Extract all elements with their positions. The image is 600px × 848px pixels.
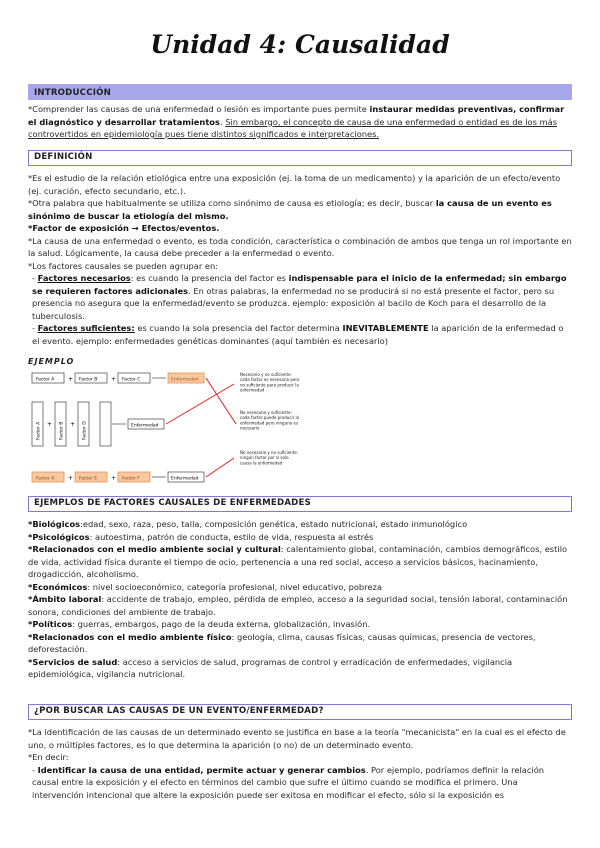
diagram-col-factor-d: Factor D xyxy=(82,421,88,440)
definicion-p3-bold: *Factor de exposición → Efectos/eventos. xyxy=(28,223,220,233)
diagram-row1-factor-c: Factor C xyxy=(122,377,141,383)
diagram-col-extra-box xyxy=(100,402,111,446)
ejemplo-label: EJEMPLO xyxy=(28,357,75,366)
ejemplo-item-label: *Servicios de salud xyxy=(28,656,118,667)
ejemplo-item-label: *Económicos xyxy=(28,581,88,592)
factores-necesarios-label: Factores necesarios xyxy=(37,273,131,283)
factores-necesarios-bold: indispensable para el inicio de la enfermedad; sin embargo se requieren factores adicionales xyxy=(32,273,567,296)
factores-suficientes-a: es cuando la sola presencia del factor determina xyxy=(134,323,343,333)
porque-p1: *La identificación de las causas de un determinado evento se justifica en base a la teoría "mecanicista" en la cual es el efecto de uno, o múltiples factores, es lo que determina la aparición (o no) de un determinado evento. xyxy=(28,727,566,750)
ejemplo-item-text: : nivel socioeconómico, categoría profesional, nivel educativo, pobreza xyxy=(87,581,382,592)
definicion-p2-a: *Otra palabra que habitualmente se utiliza como sinónimo de causa es etiología; es decir, buscar xyxy=(28,198,436,208)
diagram-note-line: necesario xyxy=(240,425,260,431)
ejemplos-list xyxy=(28,518,572,681)
diagram-note-1 xyxy=(240,372,300,393)
factores-necesarios-a: : es cuando la presencia del factor es xyxy=(130,273,289,283)
diagram-plus: + xyxy=(68,475,74,482)
diagram-row3-factor-f: Factor F xyxy=(122,476,140,482)
ejemplo-item-text: : autoestima, patrón de conducta, estilo de vida, respuesta al estrés xyxy=(89,531,374,542)
ejemplo-item xyxy=(28,593,572,618)
diagram-row3-out: Enfermedad xyxy=(171,476,199,482)
intro-text-c: . xyxy=(219,116,226,127)
section-header-ejemplos: EJEMPLOS DE FACTORES CAUSALES DE ENFERMEDADES xyxy=(28,496,572,512)
diagram-note-line: enfermedad xyxy=(240,387,265,393)
section-header-definicion: DEFINICIÓN xyxy=(28,150,572,166)
diagram-col-factor-a: Factor A xyxy=(36,421,42,440)
ejemplo-item-text: : accidente de trabajo, empleo, pérdida de empleo, acceso a la seguridad social, tensión laboral, contaminación sonora, condiciones del ambiente de trabajo. xyxy=(28,594,568,617)
diagram-row1-out: Enfermedad xyxy=(171,377,199,383)
ejemplo-item-label: *Relacionados con el medio ambiente social y cultural xyxy=(28,544,281,554)
ejemplo-item-text: : acceso a servicios de salud, programas de control y erradicación de enfermedades, vigilancia epidemiológica, vigilancia nutricional. xyxy=(28,656,513,679)
diagram-plus: + xyxy=(111,376,117,383)
porque-bullet-bold: Identificar la causa de una entidad, permite actuar y generar cambios xyxy=(37,764,366,775)
definicion-p4: *La causa de una enfermedad o evento, es toda condición, característica o combinación de ambos que tenga un rol importante en la salud. Lógicamente, la causa debe preceder a la enfermedad o evento. xyxy=(28,235,572,258)
diagram-red-line xyxy=(166,384,234,424)
intro-text-a: *Comprender las causas de una enfermedad o lesión es importante pues permite xyxy=(28,104,370,114)
diagram-plus: + xyxy=(68,376,74,383)
ejemplo-item-label: *Relacionados con el medio ambiente físico xyxy=(28,631,232,642)
definicion-p3 xyxy=(28,222,572,235)
definicion-p1: *Es el estudio de la relación etiológica entre una exposición (ej. la toma de un medicamento) y la aparición de un efecto/evento (ej. curación, efecto secundario, etc.). xyxy=(28,173,561,196)
definicion-p2 xyxy=(28,197,572,222)
diagram-note-line: cada factor es necesario pero xyxy=(240,377,300,383)
page-title: Unidad 4: Causalidad xyxy=(150,30,450,59)
diagram-note-3 xyxy=(240,450,299,465)
section-header-introduccion: INTRODUCCIÓN xyxy=(28,84,572,100)
intro-text-bold: instaurar medidas preventivas, confirmar el diagnóstico y desarrollar tratamientos xyxy=(28,104,565,127)
diagram-row1-factor-a: Factor A xyxy=(36,377,55,383)
ejemplo-item-text: : guerras, embargos, pago de la deuda externa, globalización, invasión. xyxy=(72,619,371,629)
factores-necesarios-c: . En otras palabras, la enfermedad no se producirá si no está presente el factor, pero su presencia no asegura que la enfermedad/evento se produzca. ejemplo: exposición al bacilo de Koch para el desarrollo de la tuberculosis. xyxy=(32,285,555,321)
definicion-p5: *Los factores causales se pueden agrupar en: xyxy=(28,260,219,271)
diagram-row3-factor-a: Factor A xyxy=(36,476,55,482)
diagram-row1-factor-b: Factor B xyxy=(79,377,98,383)
factores-suficientes-bold: INEVITABLEMENTE xyxy=(342,323,429,333)
ejemplo-item xyxy=(28,518,572,531)
intro-text-underlined: Sin embargo, el concepto de causa de una enfermedad o entidad es de los más controvertidos en epidemiología pues tiene distintos significados e interpretaciones. xyxy=(28,116,558,139)
diagram-plus: + xyxy=(70,421,76,428)
diagram-note-1-line: Necesario y no suficiente: xyxy=(240,372,292,377)
porque-bullet-text: . Por ejemplo, podríamos definir la relación causal entre la exposición y el efecto en términos del cambio que sufre el último cuando se modifica el primero. Una intervención intencional que altere la exposición puede ser exitosa en modificar el efecto, sólo si la exposición es xyxy=(32,764,545,800)
ejemplo-item-text: :edad, sexo, raza, peso, talla, composición genética, estado nutricional, estado inmunológico xyxy=(80,519,468,529)
diagram-note-2-line: No necesario y suficiente: xyxy=(240,410,292,415)
diagram-note-3-line: No necesario y no suficiente: xyxy=(240,450,299,455)
porque-text xyxy=(28,726,572,801)
porque-bullet: - Identificar la causa de una entidad, permite actuar y generar cambios. Por ejemplo, podríamos definir la relación causal entre la exposición y el efecto en términos del cambio que sufre el último cuando se modifica el primero. Una intervención intencional que altere la exposición puede ser exitosa en modificar el efecto, sólo si la exposición es xyxy=(32,764,545,800)
ejemplo-item-label: *Psicológicos xyxy=(28,531,90,542)
factores-suficientes-label: Factores suficientes: xyxy=(37,323,135,333)
diagram-note-line: ningún factor por sí solo xyxy=(240,455,289,461)
porque-p2: *En decir: xyxy=(28,752,69,762)
ejemplo-item xyxy=(28,618,572,631)
diagram-mid-out: Enfermedad xyxy=(131,423,159,429)
diagram-note-line: no suficiente para producir la xyxy=(240,382,299,388)
definicion-text xyxy=(28,172,572,347)
factores-suficientes-c: la aparición de la enfermedad o el evento. ejemplo: enfermedades genéticas dominantes (aquí también es necesario) xyxy=(32,323,564,346)
diagram-plus: + xyxy=(111,475,117,482)
ejemplo-item-label: *Biológicos xyxy=(28,519,81,529)
ejemplo-item-text: : geología, clima, causas físicas, causas químicas, presencia de vectores, deforestación. xyxy=(28,631,536,654)
ejemplo-item-label: *Ámbito laboral xyxy=(28,594,102,604)
diagram-note-line: cada factor puede producir la xyxy=(240,415,300,421)
ejemplo-item xyxy=(28,543,572,581)
diagram-plus: + xyxy=(47,421,53,428)
ejemplo-item xyxy=(28,581,572,594)
diagram-note-2 xyxy=(240,410,300,431)
ejemplo-item-label: *Políticos xyxy=(28,619,73,629)
diagram-note-line: enfermedad pero ninguno es xyxy=(240,420,298,426)
factores-suficientes: - Factores suficientes: es cuando la sola presencia del factor determina INEVITABLEMENTE la aparición de la enfermedad o el evento. ejemplo: enfermedades genéticas dominantes (aquí también es necesario) xyxy=(32,323,564,346)
causal-diagram xyxy=(28,368,328,486)
diagram-col-factor-b: Factor B xyxy=(59,421,65,440)
ejemplo-item xyxy=(28,631,572,656)
diagram-red-line xyxy=(206,458,234,477)
section-header-porque: ¿POR BUSCAR LAS CAUSAS DE UN EVENTO/ENFERMEDAD? xyxy=(28,704,572,720)
ejemplo-item xyxy=(28,656,572,681)
factores-necesarios: - Factores necesarios: es cuando la presencia del factor es indispensable para el inicio de la enfermedad; sin embargo se requieren factores adicionales. En otras palabras, la enfermedad no se producirá si no está presente el factor, pero su presencia no asegura que la enfermedad/evento se produzca. ejemplo: exposición al bacilo de Koch para el desarrollo de la tuberculosis. xyxy=(32,273,567,321)
diagram-note-line: causa la enfermedad xyxy=(240,460,283,466)
ejemplo-item xyxy=(28,531,572,544)
diagram-row3-factor-e: Factor E xyxy=(79,476,98,482)
definicion-p2-bold: la causa de un evento es sinónimo de buscar la etiología del mismo. xyxy=(28,198,552,221)
ejemplo-item-text: : calentamiento global, contaminación, cambios demográficos, estilo de vida, actividad física durante el tiempo de ocio, pertenencia a una red social, acceso a servicios básicos, hacinamiento, drogadicción, alcoholismo. xyxy=(28,544,568,579)
intro-text xyxy=(28,103,572,141)
